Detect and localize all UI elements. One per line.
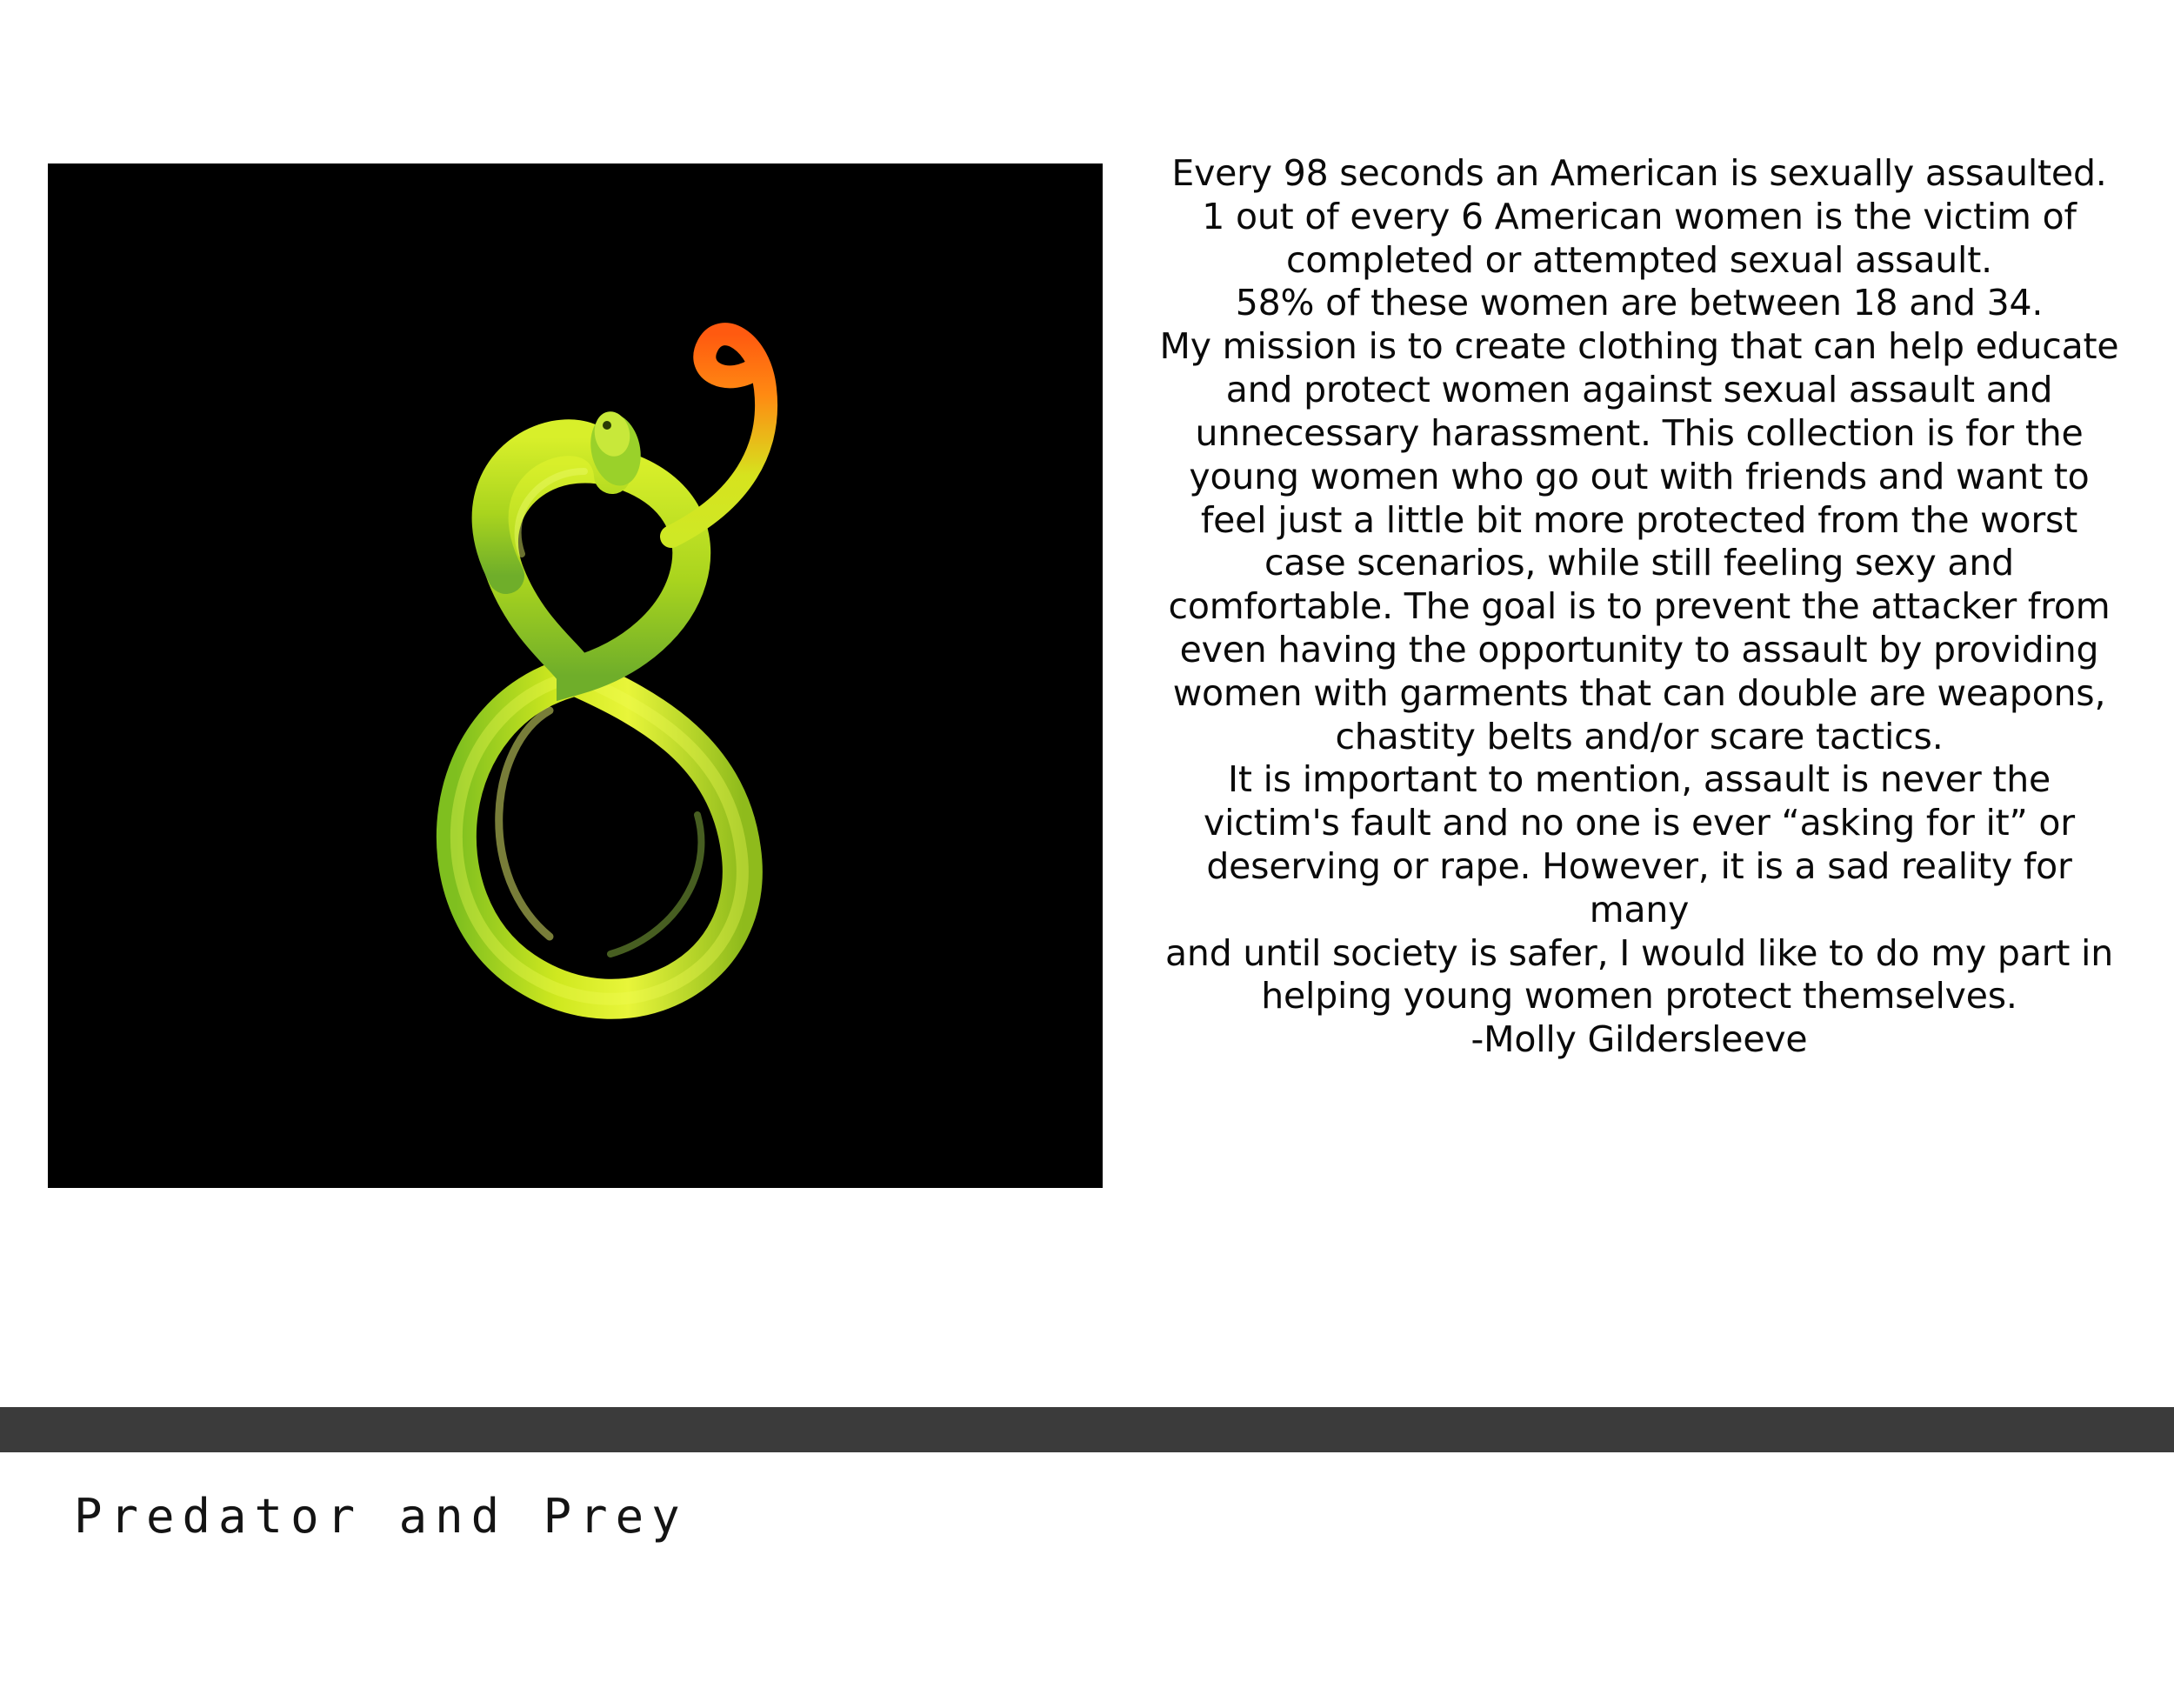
- statement-line: deserving or rape. However, it is a sad reality for many: [1206, 845, 2072, 931]
- statement-line: women with garments that can double are weapons,: [1172, 671, 2106, 714]
- statement-line: victim's fault and no one is ever “asking for it” or: [1204, 802, 2075, 844]
- statement-line: It is important to mention, assault is never the: [1227, 758, 2051, 801]
- statement-line: 1 out of every 6 American women is the victim of: [1202, 195, 2077, 237]
- statement-signature: -Molly Gildersleeve: [1470, 1018, 1808, 1061]
- statement-line: chastity belts and/or scare tactics.: [1335, 715, 1944, 757]
- snake-image-panel: [48, 163, 1103, 1188]
- statement-line: and protect women against sexual assault and: [1225, 369, 2053, 411]
- mission-statement: [1152, 152, 2126, 1062]
- page-title: Predator and Prey: [74, 1489, 688, 1544]
- statement-line: completed or attempted sexual assault.: [1286, 238, 1992, 281]
- snake-illustration: [48, 163, 1103, 1188]
- statement-line: case scenarios, while still feeling sexy and: [1264, 542, 2014, 584]
- statement-line: young women who go out with friends and want to: [1189, 455, 2090, 497]
- statement-line: even having the opportunity to assault by providing: [1179, 628, 2099, 671]
- statement-line: 58% of these women are between 18 and 34.: [1235, 282, 2044, 324]
- statement-line: feel just a little bit more protected from the worst: [1200, 498, 2078, 541]
- statement-line: comfortable. The goal is to prevent the attacker from: [1168, 585, 2111, 628]
- statement-line: My mission is to create clothing that can help educate: [1159, 325, 2119, 368]
- statement-line: Every 98 seconds an American is sexually assaulted.: [1171, 152, 2107, 194]
- statement-line: helping young women protect themselves.: [1261, 975, 2017, 1017]
- footer-divider-bar: [0, 1407, 2174, 1452]
- statement-line: unnecessary harassment. This collection is for the: [1195, 411, 2084, 454]
- statement-line: and until society is safer, I would like to do my part in: [1164, 931, 2113, 974]
